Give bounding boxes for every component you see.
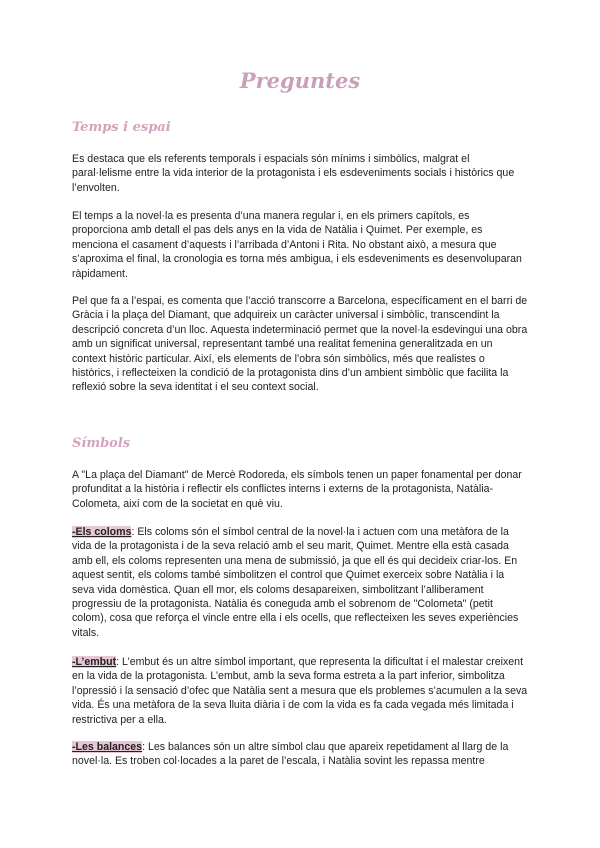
symbol-label-balances: -Les balances <box>72 741 143 753</box>
paragraph-temps-2: El temps a la novel·la es presenta d’una manera regular i, en els primers capítols, es proporciona amb detall el pas dels anys en la vida de Natàlia i Quimet. Per exemple, es menciona el casament d’aquests i l’arribada d’Antoni i Rita. No obstant això, a mesura que s’aproxima el final, la cronologia es torna més ambigua, i els esdeveniments es desenvoluparan ràpidament. <box>72 210 522 280</box>
symbol-text-coloms: : Els coloms són el símbol central de la novel·la i actuen com una metàfora de la vida de la protagonista i de la seva relació amb el seu marit, Quimet. Mentre ella està casada amb ell, els coloms representen una mena de submissió, ja que ell és qui decideix criar-los. En aquest sentit, els coloms també simbolitzen el control que Quimet exerceix sobre Natàlia i la seva vida domèstica. Quan ell mor, els coloms desapareixen, simbolitzant l’alliberament progressiu de la protagonista. Natàlia és coneguda amb el sobrenom de "Colometa" (petit colom), cosa que reforça el vincle entre ella i els ocells, que reflecteixen les seves experiències vitals. <box>72 526 519 639</box>
section-heading-simbols: Símbols <box>72 436 131 451</box>
paragraph-espai: Pel que fa a l’espai, es comenta que l’acció transcorre a Barcelona, específicament en el barri de Gràcia i la plaça del Diamant, que adquireix un caràcter universal i simbòlic, transcendint la descripció concreta d’un lloc. Aquesta indeterminació permet que la novel·la esdevingui una obra amb un significat universal, representant també una realitat femenina generalitzada en un context històric particular. Així, els elements de l’obra són simbòlics, més que realistes o històrics, i reflecteixen la condició de la protagonista dins d’un ambient simbòlic que facilita la reflexió sobre la seva identitat i el seu context social. <box>72 295 528 394</box>
symbol-item-embut <box>72 655 528 727</box>
symbol-item-coloms <box>72 525 528 640</box>
page-title: Preguntes <box>239 68 361 93</box>
symbol-text-balances: : Les balances són un altre símbol clau que apareix repetidament al llarg de la novel·la. Es troben col·locades a la paret de l’escala, i Natàlia sovint les repassa mentre <box>72 741 509 768</box>
symbol-label-embut: -L’embut <box>72 656 117 668</box>
paragraph-temps-1: Es destaca que els referents temporals i espacials són mínims i simbòlics, malgrat el paral·lelisme entre la vida interior de la protagonista i els esdeveniments socials i històrics que l’envolten. <box>72 153 515 194</box>
symbol-item-balances <box>72 740 528 769</box>
paragraph-simbols-intro: A "La plaça del Diamant" de Mercè Rodoreda, els símbols tenen un paper fonamental per donar profunditat a la història i reflectir els conflictes interns i externs de la protagonista, Natàlia-Colometa, així com de la societat en què viu. <box>72 469 522 510</box>
symbol-label-coloms: -Els coloms <box>72 526 132 538</box>
section-heading-temps-i-espai: Temps i espai <box>72 120 171 135</box>
symbol-text-embut: : L’embut és un altre símbol important, que representa la dificultat i el malestar creixent en la vida de la protagonista. L’embut, amb la seva forma estreta a la part inferior, simbolitza l’opressió i la sensació d’ofec que Natàlia sent a mesura que els problemes s’acumulen a la seva vida. És una metàfora de la seva lluita diària i de com la vida es fa cada vegada més limitada i restrictiva per a ella. <box>72 656 528 726</box>
